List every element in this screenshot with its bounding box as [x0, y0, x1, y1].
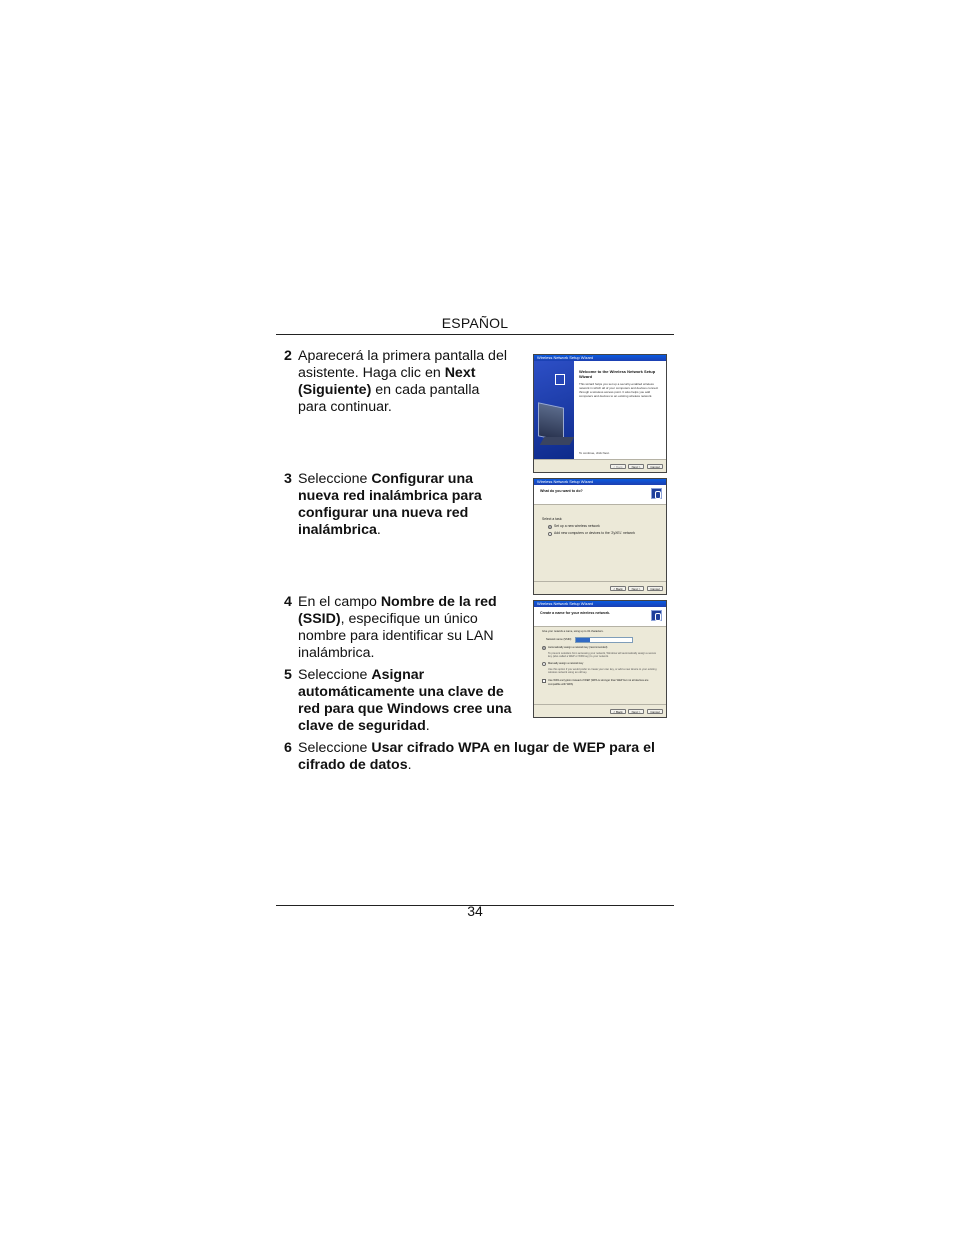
option-label: Manually assign a network key — [548, 661, 584, 665]
wizard-welcome-panel — [574, 361, 666, 460]
radio-selected-icon[interactable] — [542, 646, 546, 650]
auto-key-hint: To prevent outsiders from accessing your network, Windows will automatically assign a secure key (also called a WEP or WPA key) to your network. — [548, 651, 657, 659]
welcome-title: Welcome to the Wireless Network Setup Wizard — [579, 369, 656, 379]
step-number: 6 — [284, 740, 292, 756]
option-label: Set up a new wireless network — [554, 524, 600, 528]
step-number: 4 — [284, 594, 292, 610]
wizard-heading: Create a name for your wireless network. — [540, 611, 611, 615]
step-6 — [284, 740, 669, 774]
wizard-logo-icon — [651, 610, 662, 621]
window-titlebar: Wireless Network Setup Wizard — [534, 601, 666, 607]
step-run: . — [376, 522, 381, 538]
step-text — [298, 471, 499, 539]
step-3 — [284, 471, 499, 539]
step-run: , especifique un único nombre para identificar su LAN inalámbrica. — [298, 611, 494, 661]
step-2 — [284, 348, 509, 416]
step-text — [298, 348, 509, 416]
header-rule — [276, 334, 674, 335]
step-run: en cada pantalla para continuar. — [298, 382, 480, 415]
wizard-sidebar — [534, 361, 574, 460]
wizard-content — [534, 627, 666, 694]
step-text — [298, 667, 514, 735]
checkbox-checked-icon[interactable] — [542, 679, 546, 683]
radio-icon[interactable] — [548, 532, 552, 536]
step-run: Seleccione — [298, 667, 372, 683]
running-header-language: ESPAÑOL — [441, 315, 509, 331]
step-run: Seleccione — [298, 471, 372, 487]
option-label: Use WPA encryption instead of WEP (WPA is stronger than WEP but not all devices are compatible with WPA) — [548, 678, 649, 686]
step-text — [298, 594, 509, 662]
step-emphasis: Nombre de la red (SSID) — [298, 594, 497, 627]
next-button[interactable]: Next > — [628, 586, 644, 591]
step-run: En el campo — [298, 594, 381, 610]
page-number: 34 — [467, 903, 483, 919]
option-label: Add new computers or devices to the 'ZyXEL' network — [554, 531, 636, 535]
wizard-footer — [534, 459, 666, 472]
option-auto-key[interactable] — [542, 646, 658, 650]
window-titlebar: Wireless Network Setup Wizard — [534, 355, 666, 361]
step-emphasis: Usar cifrado WPA en lugar de WEP para el cifrado de datos — [298, 740, 655, 773]
option-new-network[interactable] — [548, 524, 658, 529]
wizard-footer — [534, 581, 666, 594]
back-button[interactable]: < Back — [610, 709, 626, 714]
cancel-button[interactable]: Cancel — [647, 709, 663, 714]
step-5 — [284, 667, 514, 735]
radio-selected-icon[interactable] — [548, 525, 552, 529]
wizard-heading: What do you want to do? — [540, 489, 583, 493]
step-run: Seleccione — [298, 740, 372, 756]
step-run: Aparecerá la primera pantalla del asistente. Haga clic en — [298, 348, 507, 381]
wizard-content — [534, 505, 666, 544]
step-emphasis: Asignar automáticamente una clave de red para que Windows cree una clave de seguridad — [298, 667, 512, 734]
cancel-button[interactable]: Cancel — [647, 586, 663, 591]
welcome-continue: To continue, click Next. — [579, 451, 610, 455]
laptop-icon — [538, 402, 564, 442]
screenshot-wizard-welcome — [533, 354, 667, 473]
step-text — [298, 740, 669, 774]
step-emphasis: Next (Siguiente) — [298, 365, 476, 398]
ssid-field-row — [546, 637, 658, 643]
ssid-input[interactable] — [575, 637, 633, 643]
option-label: Automatically assign a network key (recommended) — [548, 645, 608, 649]
step-number: 3 — [284, 471, 292, 487]
wizard-logo-icon — [651, 488, 662, 499]
wizard-header — [534, 485, 666, 505]
task-prompt: Select a task: — [542, 517, 563, 521]
ssid-intro: Give your network a name, using up to 32 characters. — [542, 630, 604, 633]
option-add-devices[interactable] — [548, 531, 658, 536]
step-emphasis: Configurar una nueva red inalámbrica para configurar una nueva red inalámbrica — [298, 471, 482, 538]
option-manual-key[interactable] — [542, 662, 658, 666]
cancel-button[interactable]: Cancel — [647, 464, 663, 469]
laptop-base-icon — [540, 437, 575, 445]
back-button[interactable]: < Back — [610, 464, 626, 469]
step-run: . — [407, 757, 412, 773]
screenshot-wizard-method — [533, 478, 667, 595]
wizard-footer — [534, 704, 666, 717]
step-number: 2 — [284, 348, 292, 364]
next-button[interactable]: Next > — [628, 709, 644, 714]
step-number: 5 — [284, 667, 292, 683]
step-4 — [284, 594, 509, 662]
option-wpa[interactable] — [542, 679, 658, 686]
manual-key-hint: Use this option if you would prefer to create your own key, or add a new device to your existing wireless network using an old key. — [548, 667, 657, 675]
next-button[interactable]: Next > — [628, 464, 644, 469]
ssid-field-label: Network name (SSID): — [546, 637, 572, 641]
window-titlebar: Wireless Network Setup Wizard — [534, 479, 666, 485]
radio-icon[interactable] — [542, 662, 546, 666]
step-run: . — [425, 718, 430, 734]
back-button[interactable]: < Back — [610, 586, 626, 591]
wizard-header — [534, 607, 666, 627]
network-tower-icon — [555, 374, 565, 385]
screenshot-wizard-ssid — [533, 600, 667, 718]
welcome-body: This wizard helps you set up a security-enabled wireless network in which all of your computers and devices connect through a wireless access point. It also helps you add computers and devices to an existing wireless network. — [579, 382, 659, 398]
